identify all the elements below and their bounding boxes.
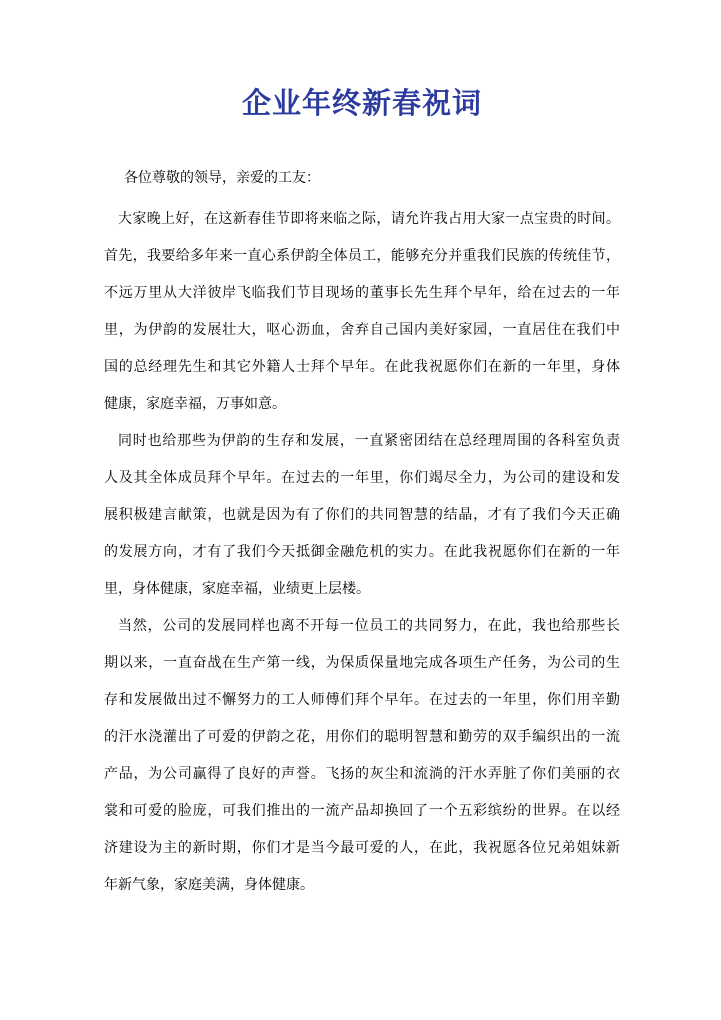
body-line: 健康，家庭幸福，万事如意。	[104, 397, 286, 412]
body-line: 同时也给那些为伊韵的生存和发展，一直紧密团结在总经理周围的各科室负责	[118, 434, 620, 449]
body-line: 里，为伊韵的发展壮大，呕心沥血，舍弃自己国内美好家园，一直居住在我们中	[104, 323, 620, 338]
body-line: 产品，为公司赢得了良好的声誉。飞扬的灰尘和流淌的汗水弄脏了你们美丽的衣	[104, 767, 620, 782]
body-line: 存和发展做出过不懈努力的工人师傅们拜个早年。在过去的一年里，你们用辛勤	[104, 693, 620, 708]
body-line: 大家晚上好，在这新春佳节即将来临之际，请允许我占用大家一点宝贵的时间。	[118, 212, 620, 227]
body-line: 里，身体健康，家庭幸福，业绩更上层楼。	[104, 582, 370, 597]
body-line: 首先，我要给多年来一直心系伊韵全体员工，能够充分并重我们民族的传统佳节，	[104, 249, 620, 264]
document-body	[104, 201, 620, 904]
greeting-line: 各位尊敬的领导，亲爱的工友：	[124, 171, 320, 186]
document-title: 企业年终新春祝词	[241, 88, 482, 120]
body-line: 的汗水浇灌出了可爱的伊韵之花，用你们的聪明智慧和勤劳的双手编织出的一流	[104, 730, 620, 745]
body-line: 人及其全体成员拜个早年。在过去的一年里，你们竭尽全力，为公司的建设和发	[104, 471, 620, 486]
paragraph-2	[104, 423, 620, 608]
body-line: 当然，公司的发展同样也离不开每一位员工的共同努力，在此，我也给那些长	[118, 619, 620, 634]
body-line: 裳和可爱的脸庞，可我们推出的一流产品却换回了一个五彩缤纷的世界。在以经	[104, 804, 620, 819]
body-line: 期以来，一直奋战在生产第一线，为保质保量地完成各项生产任务，为公司的生	[104, 656, 620, 671]
body-line: 国的总经理先生和其它外籍人士拜个早年。在此我祝愿你们在新的一年里，身体	[104, 360, 620, 375]
body-line: 不远万里从大洋彼岸飞临我们节目现场的董事长先生拜个早年，给在过去的一年	[104, 286, 620, 301]
body-line: 的发展方向，才有了我们今天抵御金融危机的实力。在此我祝愿你们在新的一年	[104, 545, 620, 560]
paragraph-1	[104, 201, 620, 423]
body-line: 济建设为主的新时期，你们才是当今最可爱的人，在此，我祝愿各位兄弟姐妹新	[104, 841, 620, 856]
body-line: 展积极建言献策，也就是因为有了你们的共同智慧的结晶，才有了我们今天正确	[104, 508, 620, 523]
paragraph-3	[104, 608, 620, 904]
body-line: 年新气象，家庭美满，身体健康。	[104, 878, 314, 893]
